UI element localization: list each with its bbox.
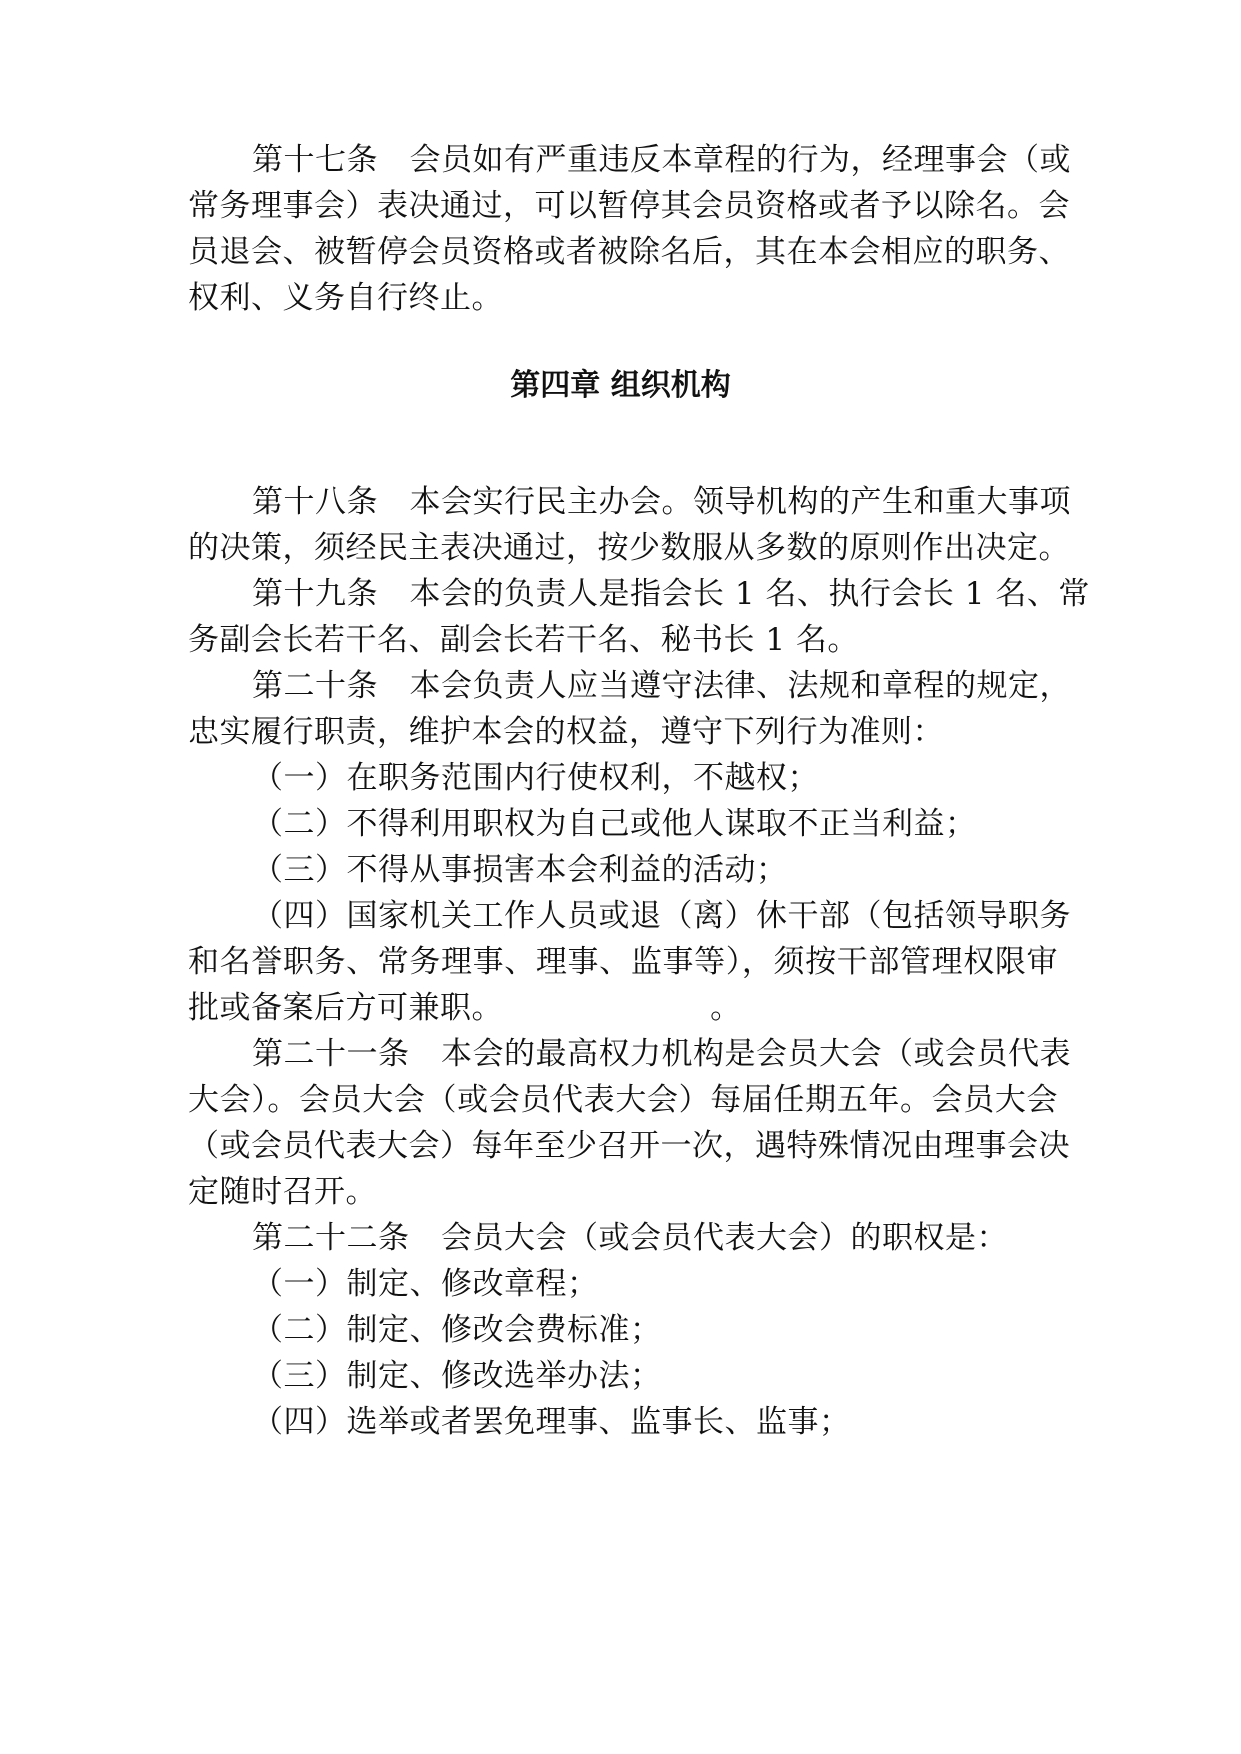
article-17-line-2: 常务理事会）表决通过，可以暂停其会员资格或者予以除名。会 xyxy=(188,188,1070,224)
chapter-heading: 第四章 组织机构 xyxy=(510,368,731,403)
article-20-item-3: （三）不得从事损害本会利益的活动； xyxy=(252,852,788,888)
article-21-line-4: 定随时召开。 xyxy=(188,1174,377,1210)
article-18-line-2: 的决策，须经民主表决通过，按少数服从多数的原则作出决定。 xyxy=(188,530,1070,566)
article-19-line-2: 务副会长若干名、副会长若干名、秘书长 1 名。 xyxy=(188,622,859,658)
article-22-item-2: （二）制定、修改会费标准； xyxy=(252,1312,662,1348)
article-20-item-4-line-2: 和名誉职务、常务理事、理事、监事等），须按干部管理权限审 xyxy=(188,944,1058,980)
article-22-item-3: （三）制定、修改选举办法； xyxy=(252,1358,662,1394)
article-21-line-1: 第二十一条 本会的最高权力机构是会员大会（或会员代表 xyxy=(252,1036,1071,1072)
article-20-item-4-line-1: （四）国家机关工作人员或退（离）休干部（包括领导职务 xyxy=(252,898,1071,934)
article-21-line-2: 大会）。会员大会（或会员代表大会）每届任期五年。会员大会 xyxy=(188,1082,1058,1118)
article-18-line-1: 第十八条 本会实行民主办会。领导机构的产生和重大事项 xyxy=(252,484,1071,520)
article-20-line-2: 忠实履行职责，维护本会的权益，遵守下列行为准则： xyxy=(188,714,944,750)
article-22-item-4: （四）选举或者罢免理事、监事长、监事； xyxy=(252,1404,851,1440)
article-21-line-3: （或会员代表大会）每年至少召开一次，遇特殊情况由理事会决 xyxy=(188,1128,1070,1164)
article-19-line-1: 第十九条 本会的负责人是指会长 1 名、执行会长 1 名、常 xyxy=(252,576,1090,612)
article-17-line-4: 权利、义务自行终止。 xyxy=(188,280,503,316)
article-20-item-2: （二）不得利用职权为自己或他人谋取不正当利益； xyxy=(252,806,977,842)
article-22-item-1: （一）制定、修改章程； xyxy=(252,1266,599,1302)
article-20-line-1: 第二十条 本会负责人应当遵守法律、法规和章程的规定， xyxy=(252,668,1071,704)
article-20-item-4-line-3: 批或备案后方可兼职。 。 xyxy=(188,990,742,1026)
article-20-item-1: （一）在职务范围内行使权利，不越权； xyxy=(252,760,819,796)
article-17-line-1: 第十七条 会员如有严重违反本章程的行为，经理事会（或 xyxy=(252,142,1071,178)
article-22-line-1: 第二十二条 会员大会（或会员代表大会）的职权是： xyxy=(252,1220,1008,1256)
article-17-line-3: 员退会、被暂停会员资格或者被除名后，其在本会相应的职务、 xyxy=(188,234,1070,270)
